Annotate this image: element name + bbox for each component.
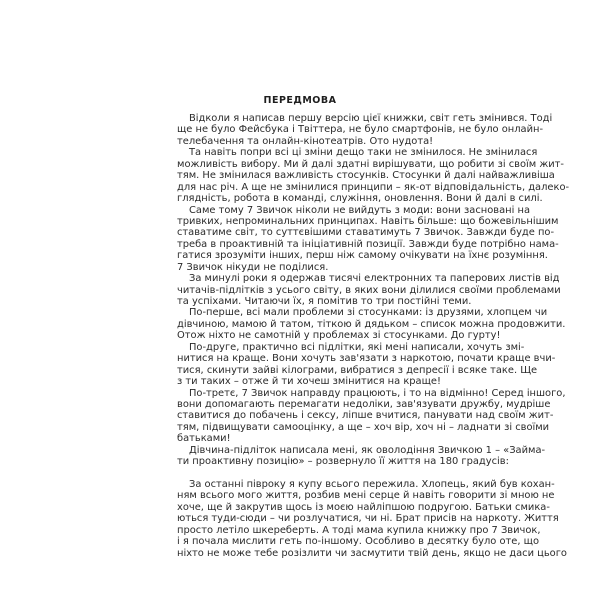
text-line: і я почала мислити геть по-іншому. Особливо в десятку було оте, що	[177, 536, 539, 548]
paragraph	[177, 307, 592, 341]
text-line: Та навіть попри всі ці зміни дещо таки не змінилося. Не змінилася	[189, 147, 538, 159]
text-line: та успіхами. Читаючи їх, я помітив то три постійні теми.	[177, 296, 472, 307]
text-line: читачів-підлітків з усього світу, в яких вони ділилися своїми проблемами	[177, 284, 561, 296]
text-line: ставатиме світ, то суттєвішими ставатимуть 7 Звичок. Завжди буде по-	[177, 227, 555, 239]
text-line: По-перше, всі мали проблеми зі стосунками: із друзями, хлопцем чи	[189, 307, 548, 319]
text-line: ням всього мого життя, розбив мені серце й навіть говорити зі мною не	[177, 490, 555, 502]
text-line: ніхто не може тебе розізлити чи засмутити твій день, якщо не даси цього	[177, 547, 567, 559]
text-line: тривких, непроминальних принципах. Навіть більше: що божевільнішим	[177, 215, 559, 227]
text-line: ставитися до побачень і сексу, ліпше вчитися, панувати над своїм жит-	[177, 410, 554, 422]
text-line: За минулі роки я одержав тисячі електронних та паперових листів від	[189, 273, 560, 285]
paragraph	[177, 479, 592, 559]
text-line: для нас річ. А ще не змінилися принципи – як-от відповідальність, далеко-	[177, 181, 570, 193]
text-line: можливість вибору. Ми й далі здатні вирішувати, що робити зі своїм жит-	[177, 158, 564, 170]
text-line: ються туди-сюди – чи розлучатися, чи ні. Брат присів на наркоту. Життя	[177, 513, 559, 525]
text-line: глядність, робота в команді, служіння, оновлення. Вони й далі в силі.	[177, 193, 543, 205]
paragraph-gap	[177, 468, 592, 479]
text-line: Дівчина-підліток написала мені, як оволодіння Звичкою 1 – «Займа-	[189, 444, 546, 456]
text-line: дівчиною, мамою й татом, тіткою й дядьком – список можна продовжити.	[177, 318, 566, 330]
text-line: тям, підвищувати самооцінку, а ще – хоч вір, хоч ні – ладнати зі своїми	[177, 421, 550, 433]
text-line: гатися зрозуміти інших, перш ніж самому очікувати на їхнє розуміння.	[177, 250, 548, 262]
text-line: ти проактивну позицію» – розвернуло її життя на 180 градусів:	[177, 456, 509, 468]
text-line: тися, скинути зайві кілограми, вибратися з депресії і всяке таке. Ще	[177, 364, 538, 376]
paragraph	[177, 445, 592, 468]
text-line: хоче, ще й закрутив щось із моєю найліпшою подругою. Батьки смика-	[177, 501, 550, 513]
text-line: Відколи я написав першу версію цієї книжки, світ геть змінився. Тоді	[189, 113, 553, 124]
text-line: Саме тому 7 Звичок ніколи не вийдуть з моди: вони засновані на	[189, 204, 531, 216]
text-line: батьками!	[177, 433, 231, 445]
body-text	[177, 113, 592, 559]
text-line: тям. Не змінилася важливість стосунків. Стосунки й далі найважливіша	[177, 170, 555, 182]
paragraph	[177, 273, 592, 307]
paragraph	[177, 147, 592, 204]
text-line: Отож ніхто не самотній у проблемах зі стосунками. До гурту!	[177, 330, 501, 342]
text-line: телебачення та онлайн-кінотеатрів. Ото нудота!	[177, 135, 434, 147]
paragraph	[177, 388, 592, 445]
page-heading: ПЕРЕДМОВА	[263, 95, 337, 106]
paragraph	[177, 205, 592, 274]
text-line: з ти таких – отже й ти хочеш змінитися на краще!	[177, 376, 441, 388]
paragraph	[177, 342, 592, 388]
text-line: вони допомагають перемагати недоліки, зав'язувати дружбу, мудріше	[177, 398, 551, 410]
paragraph	[177, 113, 592, 147]
text-line: По-третє, 7 Звичок направду працюють, і то на відмінно! Серед іншого,	[189, 387, 566, 399]
text-line: ще не було Фейсбука і Твіттера, не було смартфонів, не було онлайн-	[177, 124, 544, 136]
text-line: За останні півроку я купу всього пережила. Хлопець, який був кохан-	[189, 479, 555, 490]
text-line: 7 Звичок нікуди не поділися.	[177, 261, 329, 273]
text-line: треба в проактивній та ініціативній позиції. Завжди буде потрібно нама-	[177, 238, 559, 250]
text-line: просто летіло шкереберть. А тоді мама купила книжку про 7 Звичок,	[177, 524, 541, 536]
text-line: нитися на краще. Вони хочуть зав'язати з наркотою, почати краще вчи-	[177, 353, 556, 365]
text-line: По-друге, практично всі підлітки, які мені написали, хочуть змі-	[189, 341, 525, 353]
